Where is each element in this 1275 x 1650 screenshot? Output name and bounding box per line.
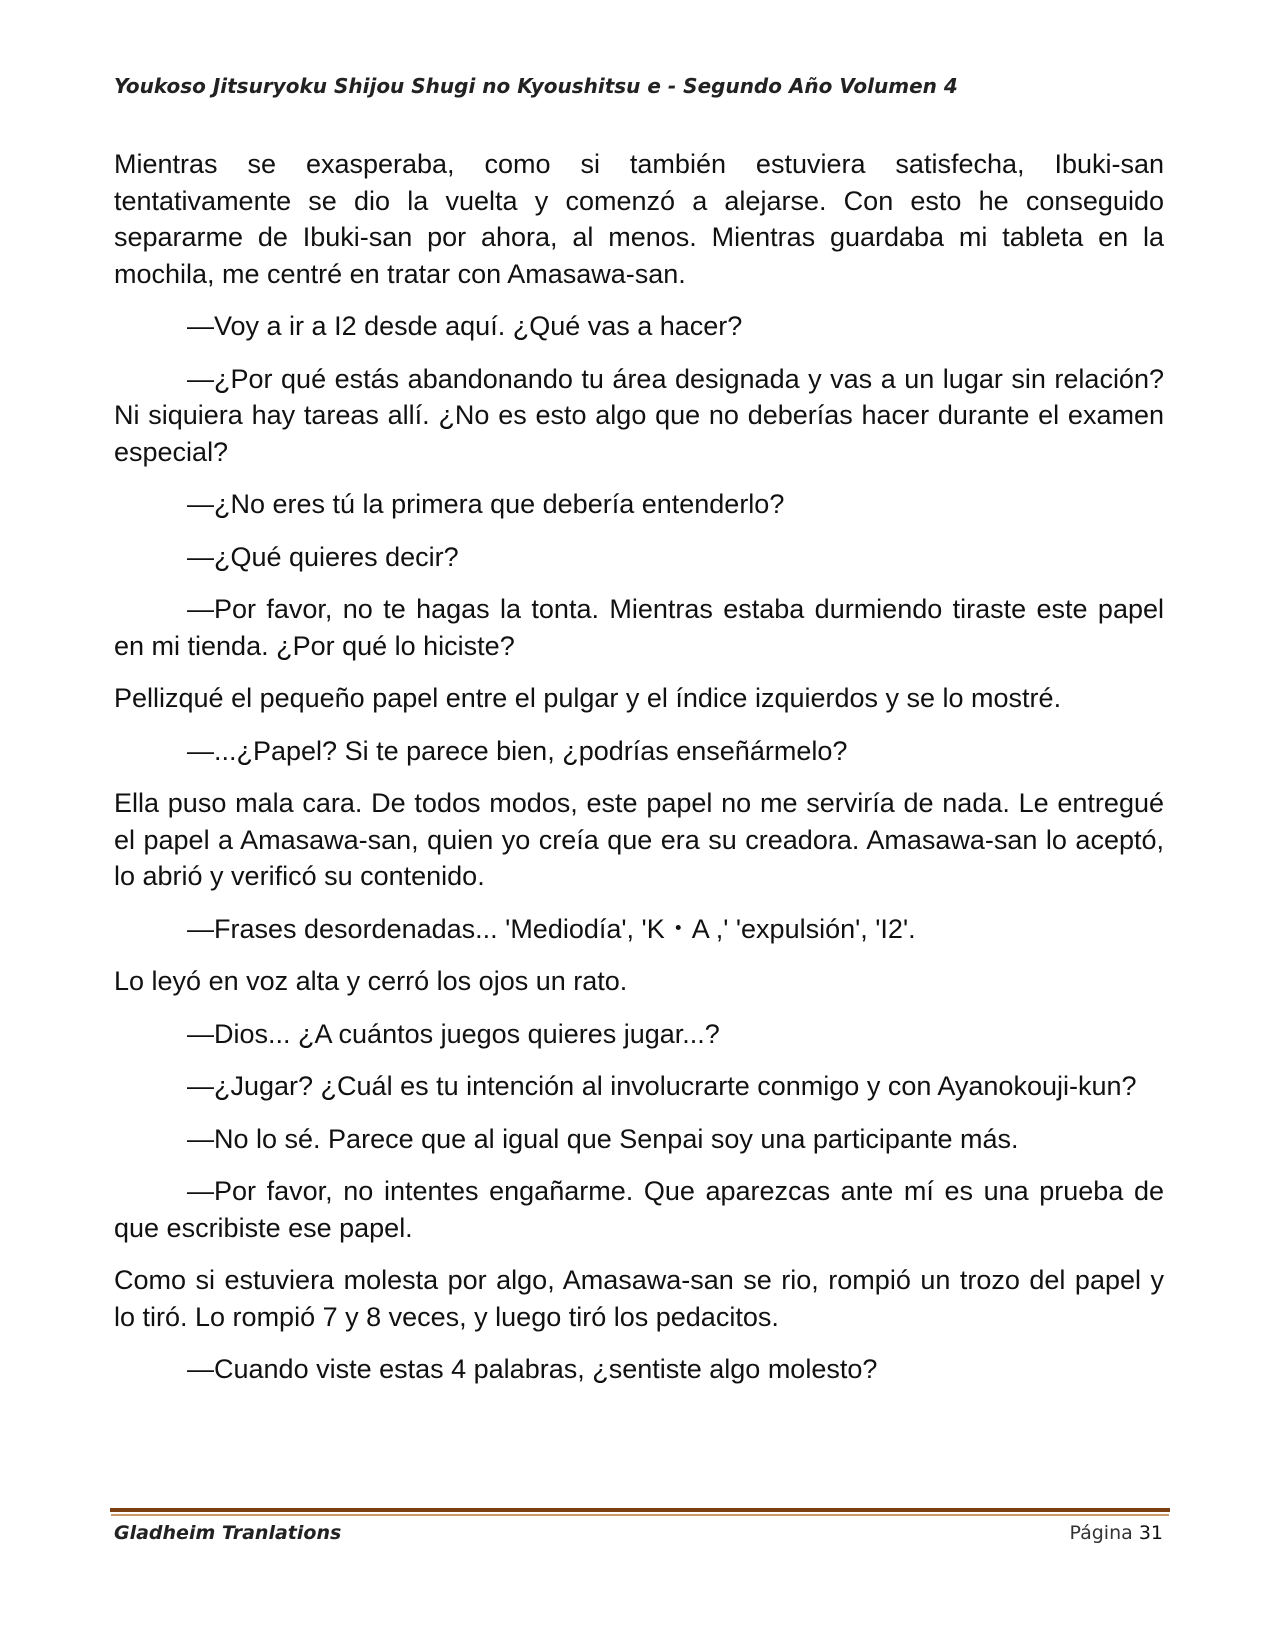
paragraph: Mientras se exasperaba, como si también estuviera satisfecha, Ibuki-san tentativamente se dio la vuelta y comenzó a alejarse. Con esto he conseguido separarme de Ibuki-san por ahora, al menos. Mientras guardaba mi tableta en la mochila, me centré en tratar con Amasawa-san.: [114, 149, 1164, 289]
page-header: Youkoso Jitsuryoku Shijou Shugi no Kyoushitsu e - Segundo Año Volumen 4: [114, 74, 958, 98]
page-number: [1069, 1522, 1163, 1544]
dialogue-line: —¿Qué quieres decir?: [187, 541, 459, 572]
paragraph: Pellizqué el pequeño papel entre el pulgar y el índice izquierdos y se lo mostré.: [114, 683, 1062, 713]
dialogue-line: —Voy a ir a I2 desde aquí. ¿Qué vas a hacer?: [187, 311, 743, 341]
paragraph: Lo leyó en voz alta y cerró los ojos un rato.: [114, 966, 628, 996]
dialogue-line: —¿Jugar? ¿Cuál es tu intención al involucrarte conmigo y con Ayanokouji-kun?: [187, 1071, 1137, 1101]
body-text: [114, 146, 1164, 1404]
dialogue-line: —Dios... ¿A cuántos juegos quieres jugar...?: [187, 1018, 720, 1049]
page-label: Página: [1069, 1522, 1133, 1544]
paragraph: Como si estuviera molesta por algo, Amasawa-san se rio, rompió un trozo del papel y lo tiró. Lo rompió 7 y 8 veces, y luego tiró los pedacitos.: [114, 1265, 1164, 1332]
dialogue-line: —Frases desordenadas... 'Mediodía', 'K・A ,' 'expulsión', 'I2'.: [187, 913, 916, 944]
footer-credit: Gladheim Tranlations: [114, 1522, 342, 1544]
dialogue-line: —¿Por qué estás abandonando tu área designada y vas a un lugar sin relación? Ni siquiera hay tareas allí. ¿No es esto algo que no deberías hacer durante el examen especial?: [114, 363, 1164, 467]
page-number-value: 31: [1138, 1522, 1163, 1544]
dialogue-line: —Por favor, no te hagas la tonta. Mientras estaba durmiendo tiraste este papel en mi tienda. ¿Por qué lo hiciste?: [114, 594, 1164, 661]
footer-divider: [110, 1508, 1170, 1512]
paragraph: Ella puso mala cara. De todos modos, este papel no me serviría de nada. Le entregué el papel a Amasawa-san, quien yo creía que era su creadora. Amasawa-san lo aceptó, lo abrió y verificó su contenido.: [114, 788, 1164, 891]
dialogue-line: —...¿Papel? Si te parece bien, ¿podrías enseñármelo?: [187, 735, 848, 766]
dialogue-line: —No lo sé. Parece que al igual que Senpai soy una participante más.: [187, 1123, 1019, 1154]
dialogue-line: —Cuando viste estas 4 palabras, ¿sentiste algo molesto?: [187, 1354, 878, 1384]
dialogue-line: —Por favor, no intentes engañarme. Que aparezcas ante mí es una prueba de que escribiste ese papel.: [114, 1176, 1164, 1243]
dialogue-line: —¿No eres tú la primera que debería entenderlo?: [187, 489, 785, 519]
